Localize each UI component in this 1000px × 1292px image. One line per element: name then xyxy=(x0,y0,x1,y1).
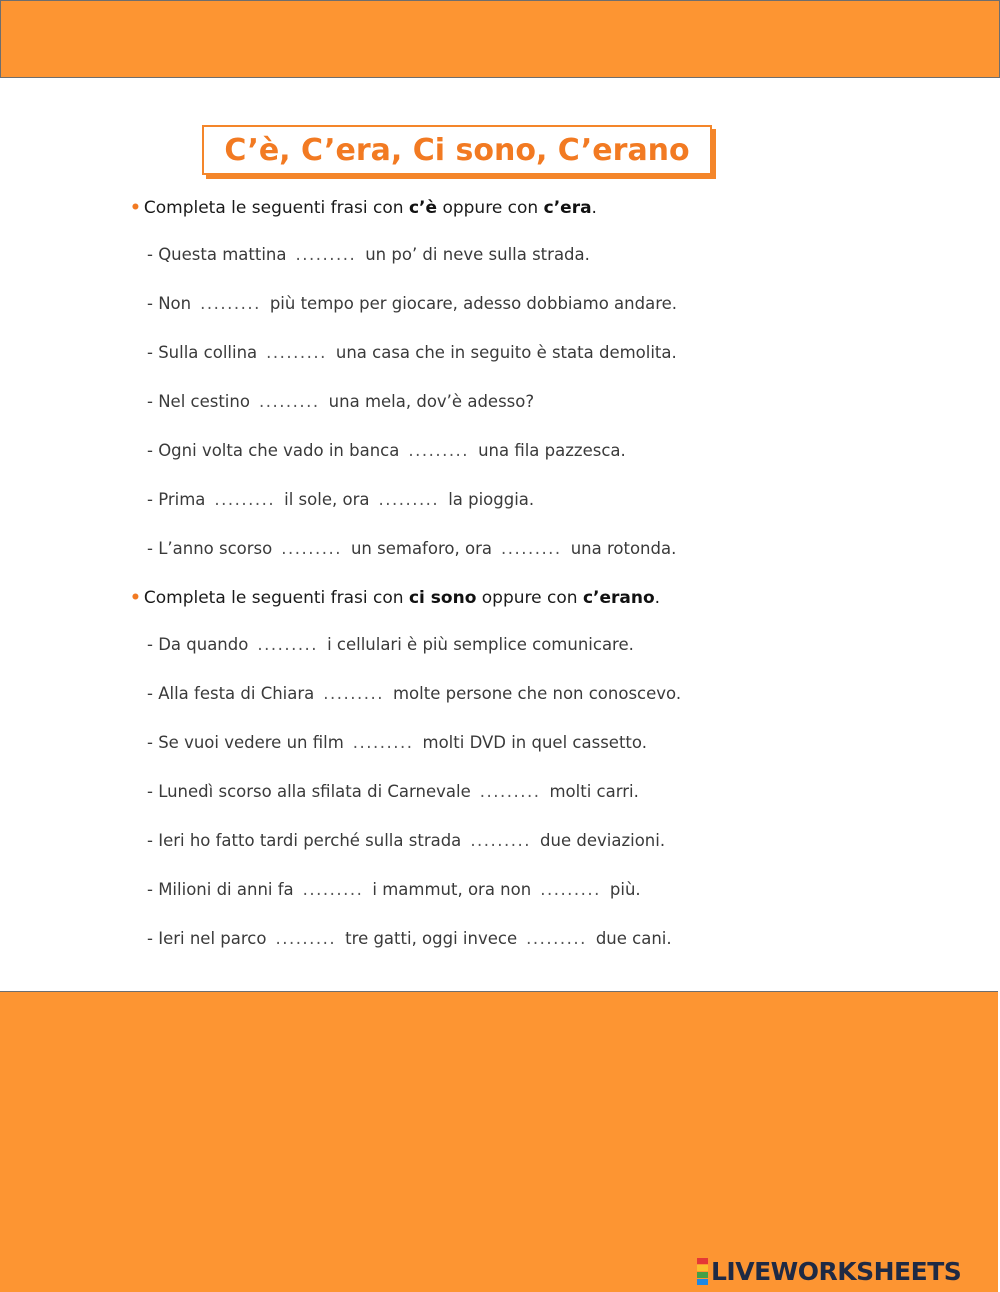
sentence-text: - Ieri ho fatto tardi perché sulla strada xyxy=(147,831,462,850)
sentence-text: - Sulla collina xyxy=(147,343,258,362)
exercise-sentence xyxy=(147,684,681,703)
answer-blank[interactable]: ......... xyxy=(257,635,319,654)
answer-blank[interactable]: ......... xyxy=(200,294,261,313)
sentence-text: - Nel cestino xyxy=(147,392,250,411)
sentence-text: - Ogni volta che vado in banca xyxy=(147,441,400,460)
sentence-text: - Non xyxy=(147,294,192,313)
answer-blank[interactable]: ......... xyxy=(408,441,470,460)
sentence-text: i cellulari è più semplice comunicare. xyxy=(327,635,634,654)
sentence-text: - L’anno scorso xyxy=(147,539,273,558)
instruction-section-1: • Completa le seguenti frasi con c’è oppure con c’era. xyxy=(130,198,597,218)
sentence-text: una rotonda. xyxy=(570,539,677,558)
top-orange-band xyxy=(0,0,1000,78)
option-ci-sono: ci sono xyxy=(408,588,477,608)
exercise-sentence xyxy=(147,392,534,411)
exercise-sentence xyxy=(147,880,641,899)
exercise-sentence xyxy=(147,733,647,752)
exercise-sentence xyxy=(147,490,534,509)
sentence-text: un semaforo, ora xyxy=(350,539,492,558)
exercise-sentence xyxy=(147,343,677,362)
sentence-text: il sole, ora xyxy=(284,490,370,509)
option-cerano: c’erano xyxy=(582,588,655,608)
answer-blank[interactable]: ......... xyxy=(266,343,327,362)
logo-square xyxy=(697,1272,708,1278)
sentence-text: una fila pazzesca. xyxy=(478,441,626,460)
exercise-sentence xyxy=(147,441,626,460)
answer-blank[interactable]: ......... xyxy=(540,880,601,899)
sentence-text: - Milioni di anni fa xyxy=(147,880,294,899)
sentence-text: la pioggia. xyxy=(448,490,535,509)
sentence-text: un po’ di neve sulla strada. xyxy=(365,245,590,264)
sentence-text: i mammut, ora non xyxy=(372,880,532,899)
sentence-text: molte persone che non conoscevo. xyxy=(392,684,682,703)
answer-blank[interactable]: ......... xyxy=(281,539,342,558)
bottom-orange-band xyxy=(0,991,998,1292)
exercise-sentence xyxy=(147,929,672,948)
sentence-text: - Da quando xyxy=(147,635,249,654)
option-cera: c’era xyxy=(543,198,592,218)
bullet-icon: • xyxy=(130,588,141,608)
answer-blank[interactable]: ......... xyxy=(258,392,320,411)
option-ce: c’è xyxy=(408,198,438,218)
answer-blank[interactable]: ......... xyxy=(470,831,532,850)
answer-blank[interactable]: ......... xyxy=(378,490,440,509)
sentence-text: più. xyxy=(609,880,641,899)
sentence-text: due deviazioni. xyxy=(540,831,666,850)
sentence-text: - Prima xyxy=(147,490,206,509)
sentence-text: una casa che in seguito è stata demolita. xyxy=(335,343,677,362)
exercise-sentence xyxy=(147,831,665,850)
instruction-section-2: • Completa le seguenti frasi con ci sono oppure con c’erano. xyxy=(130,588,661,608)
answer-blank[interactable]: ......... xyxy=(500,539,562,558)
answer-blank[interactable]: ......... xyxy=(275,929,337,948)
answer-blank[interactable]: ......... xyxy=(214,490,276,509)
bullet-icon: • xyxy=(130,198,141,218)
logo-squares-icon xyxy=(697,1258,708,1285)
sentence-text: - Lunedì scorso alla sfilata di Carnevale xyxy=(147,782,471,801)
exercise-sentence xyxy=(147,294,677,313)
sentence-text: - Alla festa di Chiara xyxy=(147,684,315,703)
exercise-sentence xyxy=(147,539,676,558)
exercise-sentence xyxy=(147,782,639,801)
sentence-text: - Ieri nel parco xyxy=(147,929,267,948)
exercise-sentence xyxy=(147,635,634,654)
logo-square xyxy=(697,1265,708,1271)
liveworksheets-logo xyxy=(697,1256,961,1286)
sentence-text: - Se vuoi vedere un film xyxy=(147,733,344,752)
answer-blank[interactable]: ......... xyxy=(302,880,364,899)
answer-blank[interactable]: ......... xyxy=(526,929,587,948)
sentence-text: molti DVD in quel cassetto. xyxy=(422,733,647,752)
title-box xyxy=(202,125,712,175)
sentence-text: molti carri. xyxy=(549,782,639,801)
exercise-sentence xyxy=(147,245,590,264)
answer-blank[interactable]: ......... xyxy=(479,782,541,801)
sentence-text: più tempo per giocare, adesso dobbiamo andare. xyxy=(269,294,678,313)
logo-square xyxy=(697,1258,708,1264)
logo-text: LIVEWORKSHEETS xyxy=(711,1256,962,1286)
answer-blank[interactable]: ......... xyxy=(323,684,384,703)
sentence-text: - Questa mattina xyxy=(147,245,287,264)
page-title: C’è, C’era, Ci sono, C’erano xyxy=(224,132,690,168)
logo-square xyxy=(697,1279,708,1285)
sentence-text: tre gatti, oggi invece xyxy=(345,929,518,948)
sentence-text: due cani. xyxy=(595,929,672,948)
sentence-text: una mela, dov’è adesso? xyxy=(328,392,535,411)
answer-blank[interactable]: ......... xyxy=(295,245,357,264)
answer-blank[interactable]: ......... xyxy=(352,733,414,752)
